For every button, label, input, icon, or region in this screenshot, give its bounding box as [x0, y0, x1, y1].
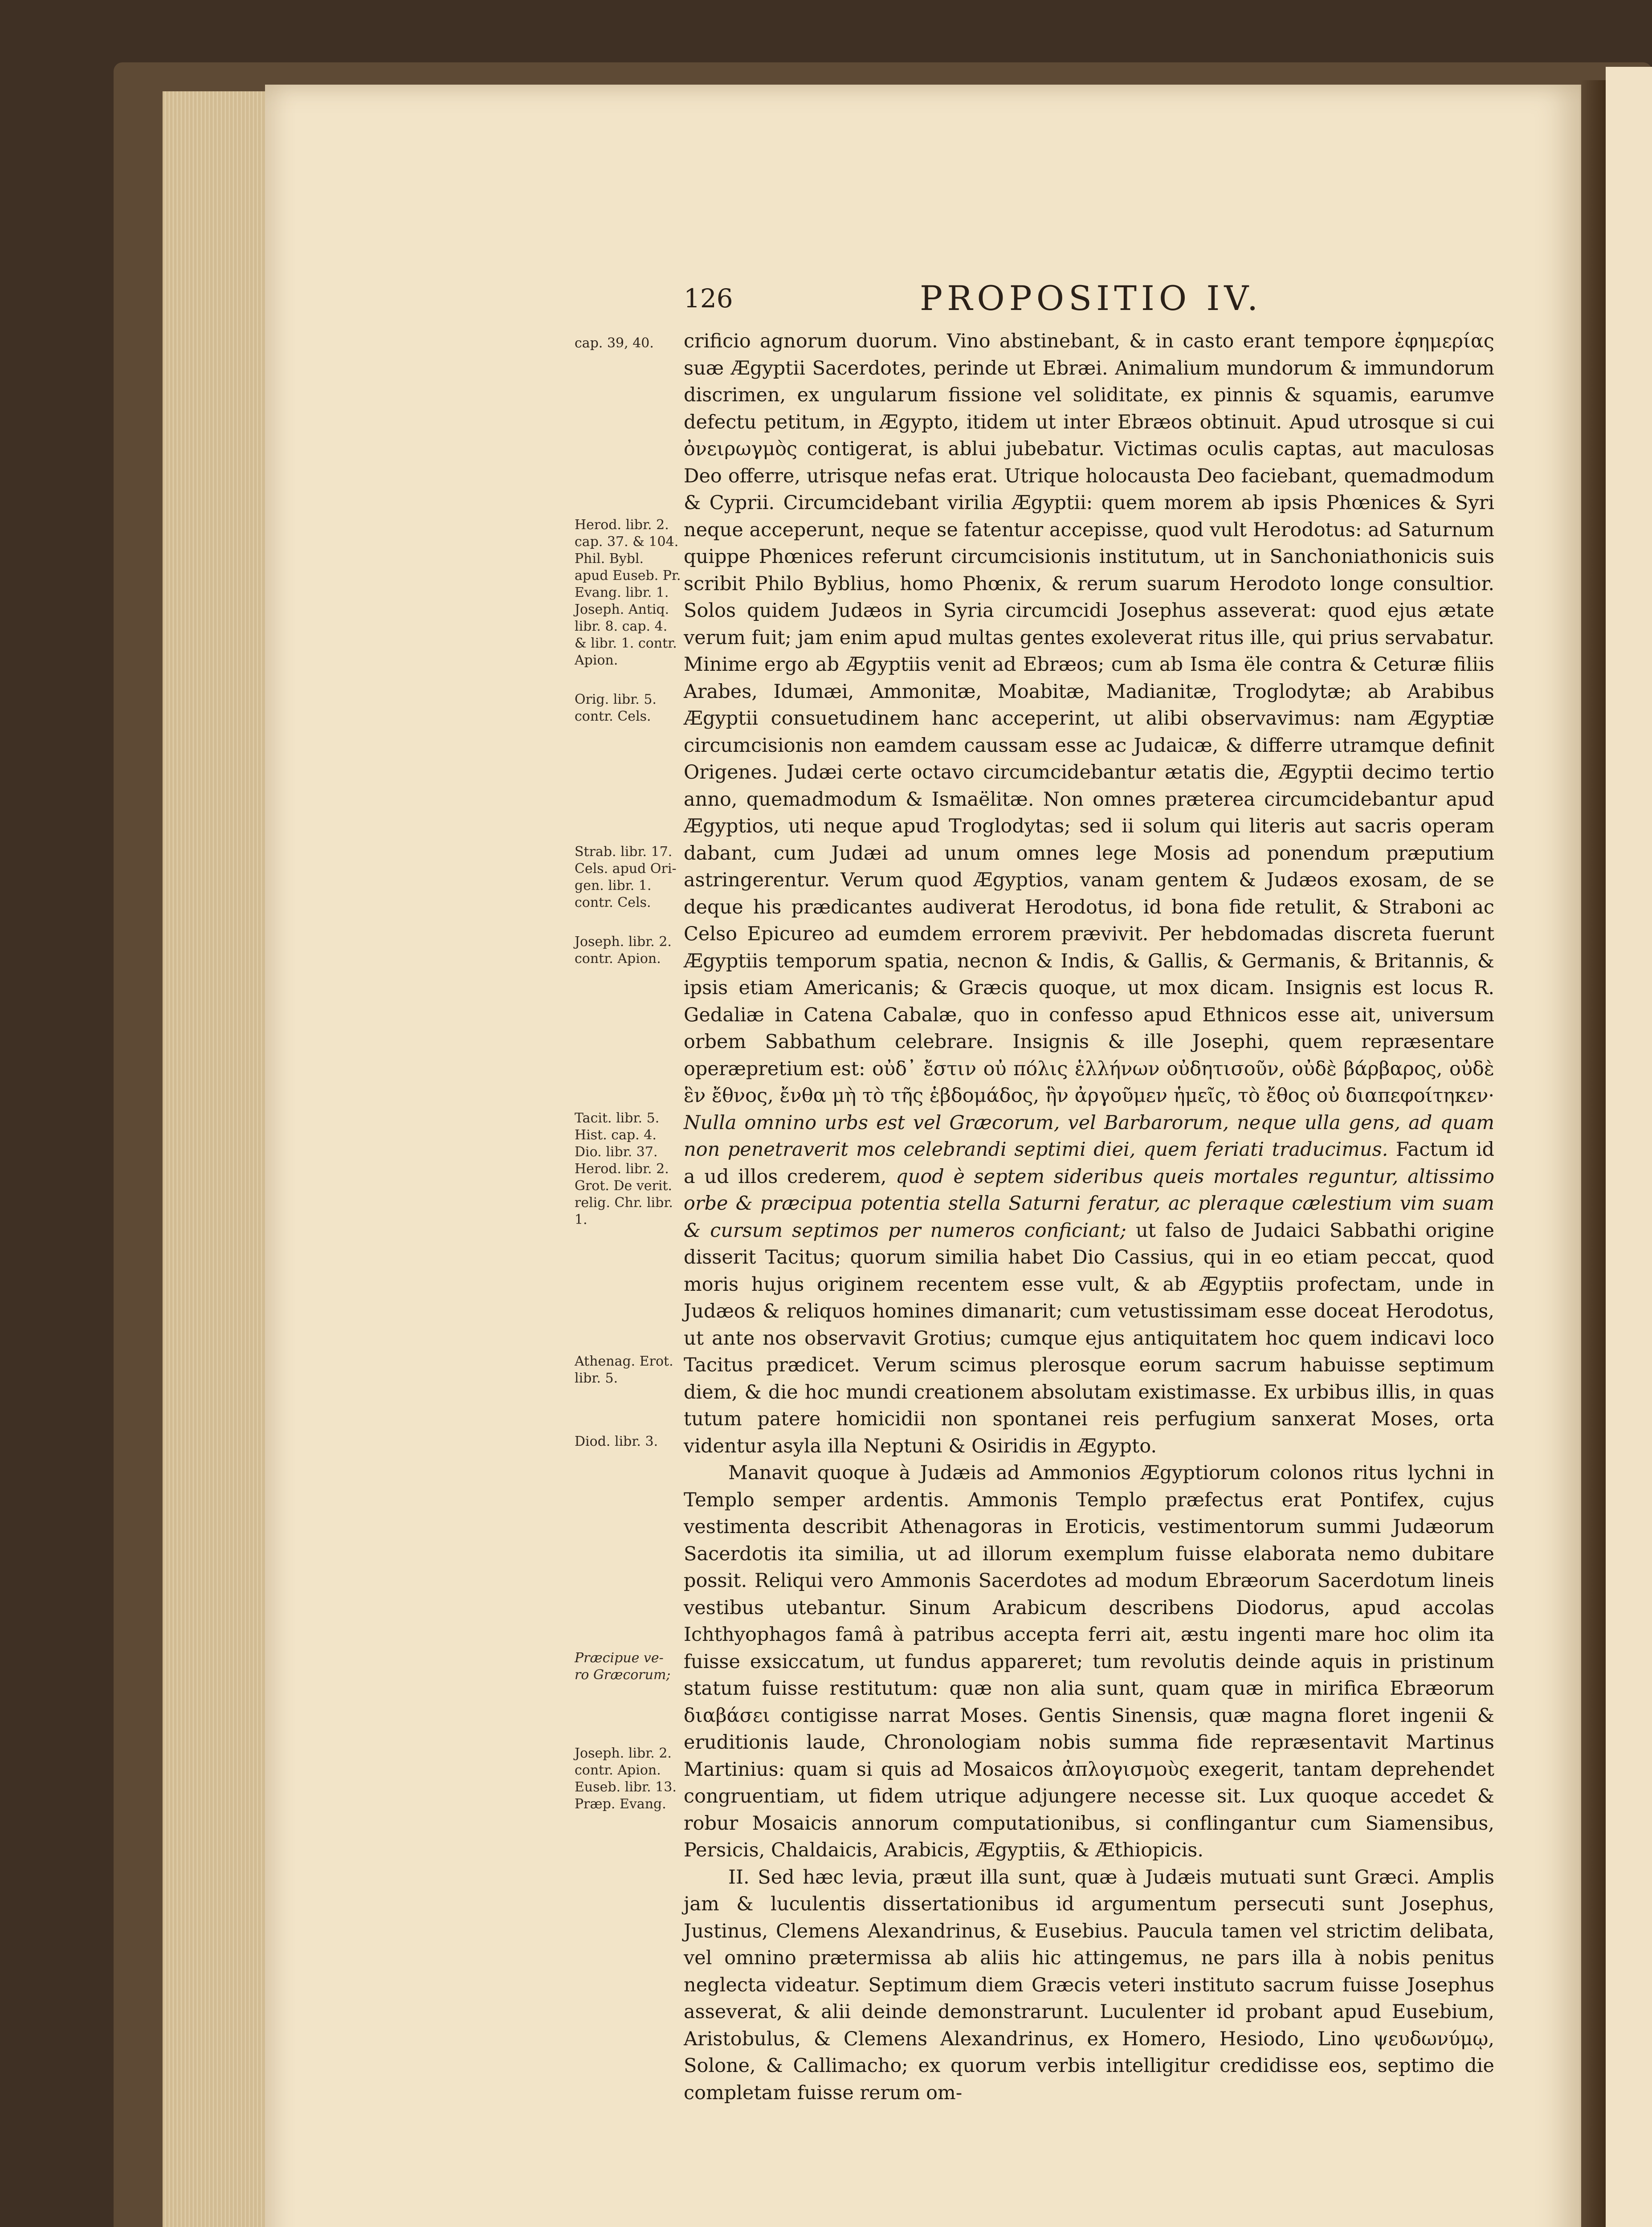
page-header — [416, 278, 1494, 318]
text-run: Factum id a ud illos crederem, — [684, 1138, 1494, 1188]
page-stack-edge — [163, 91, 268, 2227]
margin-note: Herod. libr. 2. cap. 37. & 104. Phil. Bybl. apud Euseb. Pr. Evang. libr. 1. Joseph. Antiq. libr. 8. cap. 4. & libr. 1. contr. Apion. — [575, 517, 681, 668]
margin-note: Tacit. libr. 5. Hist. cap. 4. Dio. libr. 37. Herod. libr. 2. Grot. De verit. relig. Chr. libr. 1. — [575, 1110, 673, 1228]
running-head: PROPOSITIO IV. — [920, 278, 1263, 318]
margin-note: Præcipue ve- ro Græcorum; — [575, 1650, 671, 1683]
page-number: 126 — [684, 283, 733, 314]
section-paragraph: II. Sed hæc levia, præut illa sunt, quæ à Judæis mutuati sunt Græci. Amplis jam & luculentis dissertationibus id argumentum persecuti sunt Josephus, Justinus, Clemens Alexandrinus, & Eusebius. Paucula tamen vel strictim delibata, vel omnino prætermissa ab aliis hic attingemus, ne pars illa à nobis penitus neglecta videatur. Septimum diem Græcis veteri instituto sacrum fuisse Josephus asseverat, & alii deinde demonstrarunt. Luculenter id probant apud Eusebium, Aristobulus, & Clemens Alexandrinus, ex Homero, Hesiodo, Lino ψευδωνύμῳ, Solone, & Callimacho; ex quorum verbis intelligitur credidisse eos, septimo die completam fuisse rerum om- — [684, 1866, 1494, 2104]
gutter-shadow — [1579, 80, 1606, 2227]
facing-page-edge — [1606, 67, 1652, 2227]
margin-note: Athenag. Erot. libr. 5. — [575, 1354, 673, 1386]
margin-note: Orig. libr. 5. contr. Cels. — [575, 692, 657, 724]
italic-translation: Nulla omnino urbs est vel Græcorum, vel Barbarorum, neque ulla gens, ad quam non penetraverit mos celebrandi septimi diei, quem feriati traducimus. — [684, 1111, 1494, 1161]
margin-note: Diod. libr. 3. — [575, 1434, 658, 1449]
paragraph — [684, 328, 1494, 1460]
margin-note: Joseph. libr. 2. contr. Apion. Euseb. libr. 13. Præp. Evang. — [575, 1746, 677, 1812]
margin-note: cap. 39, 40. — [575, 335, 654, 351]
body-text — [684, 328, 1494, 2106]
text-run: crificio agnorum duorum. Vino abstinebant, & in casto erant tempore ἐφημερίας suæ Ægyptii Sacerdotes, perinde ut Ebræi. Animalium mundorum & immundorum discrimen, ex ungularum fissione vel soliditate, ex pinnis & squamis, earumve defectu petitum, in Ægypto, itidem ut inter Ebræos obtinuit. Apud utrosque si cui ὀνειρωγμὸς contigerat, is ablui jubebatur. Victimas oculis captas, aut maculosas Deo offerre, utrisque nefas erat. Utrique holocausta Deo faciebant, quemadmodum & Cyprii. Circumcidebant virilia Ægyptii: quem morem ab ipsis Phœnices & Syri neque acceperunt, neque se fatentur accepisse, quod vult Herodotus: ad Saturnum quippe Phœnices referunt circumcisionis institutum, ut in Sanchoniathonicis suis scribit Philo Byblius, homo Phœnix, & rerum suarum Herodoto longe consultior. Solos quidem Judæos in Syria circumcidi Josephus asseverat: quod ejus ætate verum fuit; jam enim apud multas gentes exoleverat ritus ille, qui prius servabatur. Minime ergo ab Ægyptiis venit ad Ebræos; cum ab Isma ële contra & Ceturæ filiis Arabes, Idumæi, Ammonitæ, Moabitæ, Madianitæ, Troglodytæ; ab Arabibus Ægyptii consuetudinem hanc acceperint, ut alibi observavimus: nam Ægyptiæ circumcisionis non eamdem caussam esse ac Judaicæ, & differre utramque definit Origenes. Judæi certe octavo circumcidebantur ætatis die, Ægyptii decimo tertio anno, quemadmodum & Ismaëlitæ. Non omnes præterea circumcidebantur apud Ægyptios, uti neque apud Troglodytas; sed ii solum qui literis aut sacris operam dabant, cum Judæi ad unum omnes lege Mosis ad ponendum præputium astringerentur. Verum quod Ægyptios, vanam gentem & Judæos exosam, de se deque his prædicantes audiverat Herodotus, id bona fide retulit, & Straboni ac Celso Epicureo ad eumdem errorem prævivit. Per hebdomadas discreta fuerunt Ægyptiis temporum spatia, necnon & Indis, & Gallis, & Germanis, & Britannis, & ipsis etiam Americanis; & Græcis quoque, ut mox dicam. Insignis est locus R. Gedaliæ in Catena Cabalæ, quo in confesso apud Ethnicos esse ait, universum orbem Sabbathum celebrare. Insignis & ille Josephi, quem repræsentare operæpretium est: οὐδ᾽ ἔστιν οὐ πόλις ἑλλήνων οὐδητισοῦν, οὐδὲ βάρβαρος, οὐδὲ ἓν ἔθνος, ἔνθα μὴ τὸ τῆς ἑβδομάδος, ἣν ἀργοῦμεν ἡμεῖς, τὸ ἔθος οὐ διαπεφοίτηκεν· — [684, 330, 1494, 1107]
margin-note: Joseph. libr. 2. contr. Apion. — [575, 934, 672, 967]
text-run: ut falso de Judaici Sabbathi origine disserit Tacitus; quorum similia habet Dio Cassius, qui in eo etiam peccat, quod moris hujus originem recentem esse vult, & ab Ægyptiis profectam, unde in Judæos & reliquos homines dimanarit; cum vetustissimam esse doceat Herodotus, ut ante nos observavit Grotius; cumque ejus antiquitatem hoc quem indicavi loco Tacitus prædicet. Verum scimus plerosque eorum sacrum habuisse septimum diem, & die hoc mundi creationem absolutam existimasse. Ex urbibus illis, in quas tutum patere homicidii non spontanei reis perfugium sanxerat Moses, orta videntur asyla illa Neptuni & Osiridis in Ægypto. — [684, 1219, 1494, 1457]
margin-note: Strab. libr. 17. Cels. apud Ori- gen. libr. 1. contr. Cels. — [575, 844, 677, 910]
italic-quote: quod è septem sideribus queis mortales reguntur, altissimo orbe & præcipua potentia stella Saturni feratur, ac pleraque cælestium vim suam & cursum septimos per numeros conficiant; — [684, 1165, 1495, 1242]
paragraph: Manavit quoque à Judæis ad Ammonios Ægyptiorum colonos ritus lychni in Templo semper ardentis. Ammonis Templo præfectus erat Pontifex, cujus vestimenta describit Athenagoras in Eroticis, vestimentorum summi Judæorum Sacerdotis ita similia, ut ad illorum exemplum fuisse elaborata nemo dubitare possit. Reliqui vero Ammonis Sacerdotes ad modum Ebræorum Sacerdotum lineis vestibus utebantur. Sinum Arabicum describens Diodorus, apud accolas Ichthyophagos famâ à patribus accepta ferri ait, æstu ingenti mare hoc olim ita fuisse exsiccatum, ut fundus appareret; tum revolutis deinde aquis in pristinum statum fuisse restitutum: quæ non alia sunt, quam quæ in mirifica Ebræorum διαβάσει contigisse narrat Moses. Gentis Sinensis, quæ magna floret ingenii & eruditionis laude, Chronologiam nobis summa fide repræsentavit Martinus Martinius: quam si quis ad Mosaicos ἀπλογισμοὺς exegerit, tantam deprehendet congruentiam, ut fidem utrique adjungere necesse sit. Lux quoque accedet & robur Mosaicis annorum computationibus, si conflingantur cum Siamensibus, Persicis, Chaldaicis, Arabicis, Ægyptiis, & Æthiopicis. — [684, 1462, 1494, 1861]
